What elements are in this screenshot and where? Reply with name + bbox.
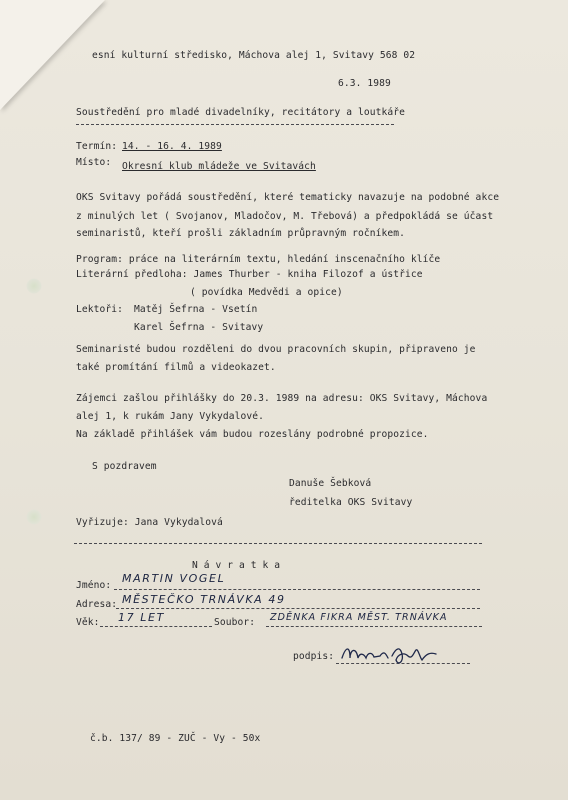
zajemci-line: alej 1, k rukám Jany Vykydalové. (76, 411, 265, 422)
header-date: 6.3. 1989 (338, 78, 391, 89)
lektor-item: Karel Šefrna - Svitavy (134, 322, 264, 333)
adresa-field[interactable]: MĚSTEČKO TRNÁVKA 49 (122, 593, 286, 606)
intro-line: seminaristů, kteří prošli základním průpravným ročníkem. (76, 228, 406, 239)
folded-corner (0, 0, 105, 110)
seminariste-line: také promítání filmů a videokazet. (76, 362, 276, 373)
intro-line: z minulých let ( Svojanov, Mladočov, M. Třebová) a předpokládá se účast (76, 211, 494, 222)
closing-greeting: S pozdravem (92, 461, 157, 472)
soubor-line (266, 626, 482, 627)
zajemci-line: Zájemci zašlou přihlášky do 20.3. 1989 na adresu: OKS Svitavy, Máchova (76, 393, 488, 404)
adresa-label: Adresa: (76, 599, 118, 610)
jmeno-label: Jméno: (76, 580, 112, 591)
punch-hole (26, 509, 42, 525)
vek-line (100, 626, 212, 627)
punch-hole (26, 278, 42, 294)
program-line: Program: práce na literárním textu, hledání inscenačního klíče (76, 254, 441, 265)
adresa-line (116, 608, 480, 609)
termin-label: Termín: (76, 141, 118, 152)
zajemci-line: Na základě přihlášek vám budou rozeslány podrobné propozice. (76, 429, 429, 440)
soubor-field[interactable]: ZDĚNKA FIKRA MĚST. TRNÁVKA (270, 612, 448, 623)
signature-scribble[interactable] (338, 640, 442, 668)
termin-value: 14. - 16. 4. 1989 (122, 141, 222, 152)
vyrizuje-line: Vyřizuje: Jana Vykydalová (76, 517, 223, 528)
signatory-role: ředitelka OKS Svitavy (289, 497, 413, 508)
cut-line (74, 543, 482, 544)
signatory-name: Danuše Šebková (289, 478, 372, 489)
jmeno-field[interactable]: MARTIN VOGEL (122, 572, 226, 585)
jmeno-line (114, 589, 480, 590)
misto-label: Místo: (76, 157, 112, 168)
subject-underline (76, 124, 394, 125)
document-subject: Soustředění pro mladé divadelníky, recitátory a loutkáře (76, 107, 406, 118)
predloha-line: Literární předloha: James Thurber - kniha Filozof a ústřice (76, 269, 423, 280)
seminariste-line: Seminaristé budou rozděleni do dvou pracovních skupin, připraveno je (76, 344, 476, 355)
header-organization: esní kulturní středisko, Máchova alej 1, Svitavy 568 02 (92, 50, 416, 61)
podpis-label: podpis: (293, 651, 335, 662)
lektor-item: Matěj Šefrna - Vsetín (134, 304, 258, 315)
vek-label: Věk: (76, 617, 100, 628)
vek-field[interactable]: 17 LET (118, 611, 165, 624)
intro-line: OKS Svitavy pořádá soustředění, které tematicky navazuje na podobné akce (76, 192, 500, 203)
form-title: N á v r a t k a (192, 560, 281, 571)
footer-reference: č.b. 137/ 89 - ZUČ - Vy - 50x (90, 733, 261, 744)
lektori-label: Lektoři: (76, 304, 124, 315)
soubor-label: Soubor: (214, 617, 256, 628)
misto-value: Okresní klub mládeže ve Svitavách (122, 161, 316, 172)
predloha-line: ( povídka Medvědi a opice) (190, 287, 343, 298)
